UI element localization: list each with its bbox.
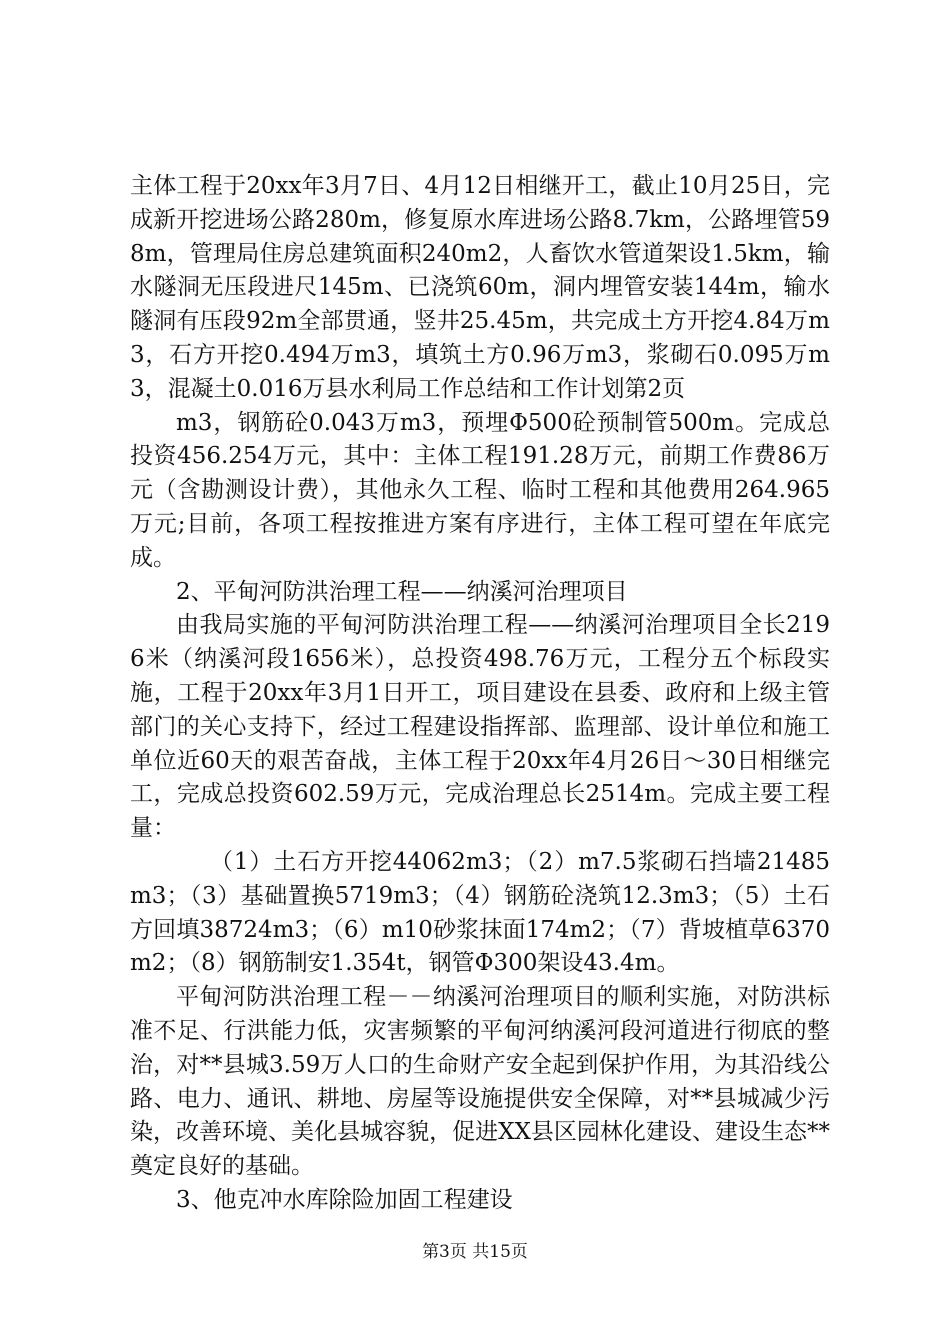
- paragraph-work-quantities: （1）土石方开挖44062m3；（2）m7.5浆砌石挡墙21485m3；（3）基础置换5719m3；（4）钢筋砼浇筑12.3m3；（5）土石方回填38724m3；（6）m10砂浆抹面174m2；（7）背坡植草6370m2；（8）钢筋制安1.354t，钢管Φ300架设43.4m。: [130, 848, 830, 977]
- section-heading-flood-control: 2、平甸河防洪治理工程——纳溪河治理项目: [176, 578, 628, 605]
- paragraph-naxi-river-project: 由我局实施的平甸河防洪治理工程——纳溪河治理项目全长2196米（纳溪河段1656米），总投资498.76万元，工程分五个标段实施，工程于20xx年3月1日开工，项目建设在县委、政府和上级主管部门的关心支持下，经过工程建设指挥部、监理部、设计单位和施工单位近60天的艰苦奋战，主体工程于20xx年4月26日～30日相继完工，完成总投资602.59万元，完成治理总长2514m。完成主要工程量：: [130, 612, 830, 842]
- paragraph-investment-summary: m3，钢筋砼0.043万m3，预埋Φ500砼预制管500m。完成总投资456.254万元，其中：主体工程191.28万元，前期工作费86万元（含勘测设计费），其他永久工程、临时工程和其他费用264.965万元;目前，各项工程按推进方案有序进行，主体工程可望在年底完成。: [130, 409, 830, 571]
- paragraph-project-benefits: 平甸河防洪治理工程－－纳溪河治理项目的顺利实施，对防洪标准不足、行洪能力低，灾害频繁的平甸河纳溪河段河道进行彻底的整治，对**县城3.59万人口的生命财产安全起到保护作用，为其沿线公路、电力、通讯、耕地、房屋等设施提供安全保障，对**县城减少污染，改善环境、美化县城容貌，促进XX县区园林化建设、建设生态**奠定良好的基础。: [130, 984, 830, 1180]
- document-body: [130, 170, 830, 1218]
- page-footer: 第3页 共15页: [422, 1242, 528, 1262]
- section-heading-reservoir-reinforcement: 3、他克冲水库除险加固工程建设: [176, 1186, 513, 1213]
- paragraph-project-progress: 主体工程于20xx年3月7日、4月12日相继开工，截止10月25日，完成新开挖进场公路280m，修复原水库进场公路8.7km，公路埋管598m，管理局住房总建筑面积240m2，人畜饮水管道架设1.5km，输水隧洞无压段进尺145m、已浇筑60m，洞内埋管安装144m，输水隧洞有压段92m全部贯通，竖井25.45m，共完成土方开挖4.84万m3，石方开挖0.494万m3，填筑土方0.96万m3，浆砌石0.095万m3，混凝土0.016万县水利局工作总结和工作计划第2页: [130, 173, 830, 402]
